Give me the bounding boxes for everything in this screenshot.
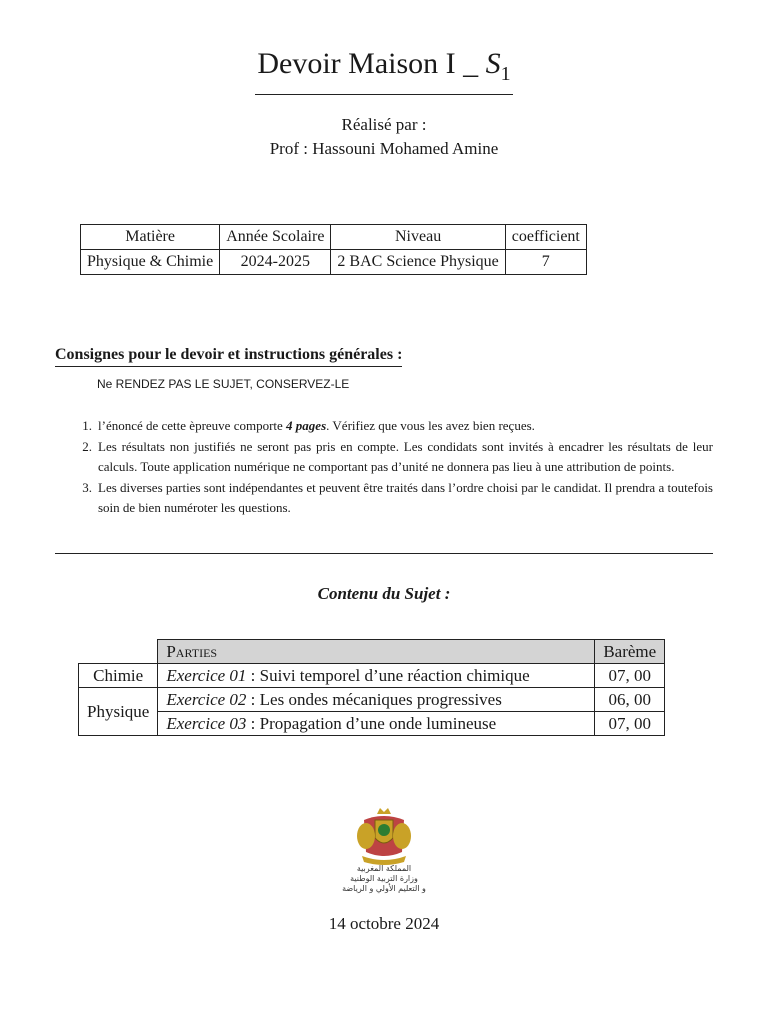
table-row	[79, 688, 665, 712]
rule-item	[55, 437, 713, 477]
ministry-line: و التعليم الأولي و الرياضة	[342, 884, 426, 893]
shield-center	[378, 824, 390, 836]
rule-number: 2.	[82, 439, 92, 454]
document-date: 14 octobre 2024	[328, 914, 440, 933]
parties-header: Parties	[158, 640, 595, 664]
info-value-cell: 2024-2025	[220, 250, 331, 275]
exercise-label: Exercice 02	[166, 689, 247, 709]
exercise-score: 07, 00	[595, 712, 665, 736]
info-header-cell: Matière	[81, 225, 220, 250]
exercise-title: : Suivi temporel d’une réaction chimique	[246, 665, 530, 685]
exercise-cell	[158, 712, 595, 736]
bareme-header: Barème	[595, 640, 665, 664]
rule-text-part: . Vérifiez que vous les avez bien reçues.	[326, 418, 535, 433]
rule-item	[55, 416, 713, 436]
rule-text	[98, 416, 713, 436]
info-value-cell: 7	[505, 250, 586, 275]
exercise-label: Exercice 03	[166, 713, 247, 733]
rule-emphasis: 4 pages	[286, 418, 327, 433]
info-value-cell: 2 BAC Science Physique	[331, 250, 505, 275]
realise-par-label: Réalisé par :	[341, 115, 427, 134]
rule-item	[55, 478, 713, 518]
title-math: S	[485, 47, 501, 80]
parts-header-row	[79, 640, 665, 664]
author-name: Prof : Hassouni Mohamed Amine	[269, 139, 499, 158]
info-value-row	[81, 250, 587, 275]
ministry-line: المملكة المغربية	[356, 864, 412, 873]
category-chimie: Chimie	[79, 664, 158, 688]
ministry-line: وزارة التربية الوطنية	[350, 874, 418, 883]
exercise-title: : Propagation d’une onde lumineuse	[246, 713, 497, 733]
table-row	[79, 664, 665, 688]
title-subscript: 1	[500, 63, 511, 85]
exercise-score: 06, 00	[595, 688, 665, 712]
rule-number: 1.	[82, 418, 92, 433]
rule-number: 3.	[82, 480, 92, 495]
exercise-title: : Les ondes mécaniques progressives	[246, 689, 502, 709]
info-header-cell: Niveau	[331, 225, 505, 250]
consignes-note: Ne RENDEZ PAS LE SUJET, CONSERVEZ-LE	[97, 377, 350, 391]
rule-text: Les diverses parties sont indépendantes et peuvent être traités dans l’ordre choisi par le candidat. Il prendra a toutefois soin de bien numéroter les questions.	[98, 480, 713, 515]
info-header-row	[81, 225, 587, 250]
exercise-label: Exercice 01	[166, 665, 247, 685]
empty-corner-cell	[79, 640, 158, 664]
section-divider	[55, 553, 713, 554]
coat-of-arms-emblem	[344, 806, 424, 868]
coat-of-arms-icon	[344, 806, 424, 868]
info-table	[80, 224, 587, 275]
left-lion	[357, 823, 375, 849]
rules-list	[55, 416, 713, 519]
contenu-heading: Contenu du Sujet :	[317, 584, 451, 603]
exercise-cell	[158, 688, 595, 712]
info-header-cell: coefficient	[505, 225, 586, 250]
document-title	[0, 46, 768, 95]
right-lion	[393, 823, 411, 849]
rule-text-part: l’énoncé de cette èpreuve comporte	[98, 418, 287, 433]
table-row	[79, 712, 665, 736]
exercise-cell	[158, 664, 595, 688]
title-text: Devoir Maison I _	[257, 47, 479, 80]
rule-text: Les résultats non justifiés ne seront pas pris en compte. Les condidats sont invités à encadrer les résultats de leur calculs. Toute application numérique ne comportant pas d’unité ne donnera pas lieu à une attribution de points.	[98, 439, 713, 474]
parts-table	[78, 639, 665, 736]
consignes-heading: Consignes pour le devoir et instructions générales :	[55, 346, 402, 367]
info-header-cell: Année Scolaire	[220, 225, 331, 250]
category-physique: Physique	[79, 688, 158, 736]
crown-shape	[377, 808, 391, 814]
ministry-label	[304, 864, 464, 894]
info-value-cell: Physique & Chimie	[81, 250, 220, 275]
exercise-score: 07, 00	[595, 664, 665, 688]
